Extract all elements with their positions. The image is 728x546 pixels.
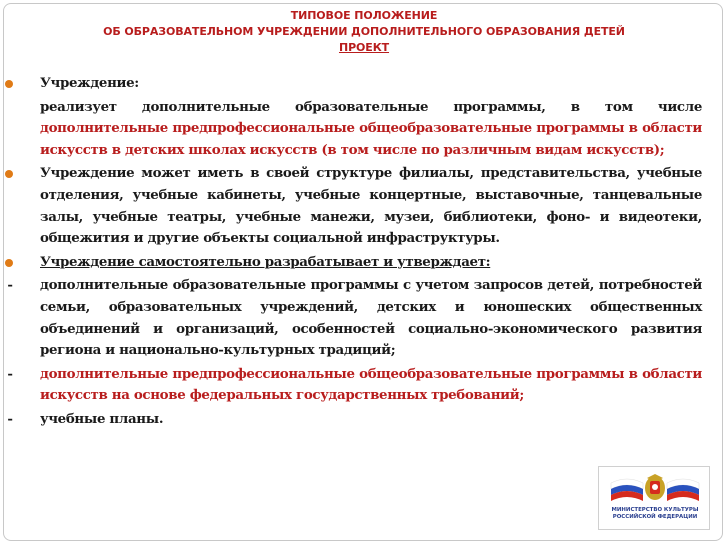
bullet-icon: [5, 259, 13, 267]
logo-line-2: РОССИЙСКОЙ ФЕДЕРАЦИИ: [612, 514, 698, 520]
header-project-label: ПРОЕКТ: [338, 41, 390, 54]
list-item-curricula: [2, 409, 702, 431]
dash-marker: -: [7, 277, 13, 294]
list-item-structure: [2, 163, 702, 249]
dash-marker: -: [7, 410, 13, 427]
list-item-text: Учреждение:: [40, 75, 139, 91]
logo-caption: [599, 507, 711, 521]
list-item-text: учебные планы.: [40, 410, 164, 427]
header-title: ТИПОВОЕ ПОЛОЖЕНИЕ: [290, 9, 438, 22]
list-item-highlight: дополнительные предпрофессиональные общеобразовательные программы в области искусств в детских школах искусств (в том числе по различным видам искусств);: [40, 120, 702, 158]
list-item-highlight: дополнительные предпрофессиональные общеобразовательные программы в области искусств на основе федеральных государственных требований;: [40, 365, 702, 404]
list-item-preprofessional: [2, 364, 702, 407]
list-item-text: дополнительные образовательные программы с учетом запросов детей, потребностей семьи, образовательных учреждений, детских и юношеских общественных объединений и организаций, особенностей социально-экономического развития региона и национально-культурных традиций;: [40, 277, 702, 359]
ministry-logo: [598, 466, 710, 530]
slide-body: [2, 73, 702, 431]
list-item-develops: [2, 252, 702, 274]
dash-marker: -: [7, 365, 13, 382]
flag-emblem-icon: [609, 473, 701, 505]
header-subtitle: ОБ ОБРАЗОВАТЕЛЬНОМ УЧРЕЖДЕНИИ ДОПОЛНИТЕЛЬНОГО ОБРАЗОВАНИЯ ДЕТЕЙ: [103, 25, 625, 38]
slide-header: [0, 8, 728, 56]
list-item-text: Учреждение самостоятельно разрабатывает и утверждает:: [40, 253, 491, 270]
list-item-institution: [2, 73, 702, 95]
list-item-text: реализует дополнительные образовательные программы, в том числе: [40, 98, 702, 115]
list-item-programs: [2, 275, 702, 361]
list-item-text: Учреждение может иметь в своей структуре филиалы, представительства, учебные отделения, учебные кабинеты, учебные концертные, выставочные, танцевальные залы, учебные театры, учебные манежи, музеи, библиотеки, фоно- и видеотеки, общежития и другие объекты социальной инфраструктуры.: [40, 165, 702, 247]
list-item-implements: [2, 97, 702, 162]
bullet-icon: [5, 170, 13, 178]
bullet-icon: [5, 80, 13, 88]
logo-line-1: МИНИСТЕРСТВО КУЛЬТУРЫ: [611, 507, 699, 513]
